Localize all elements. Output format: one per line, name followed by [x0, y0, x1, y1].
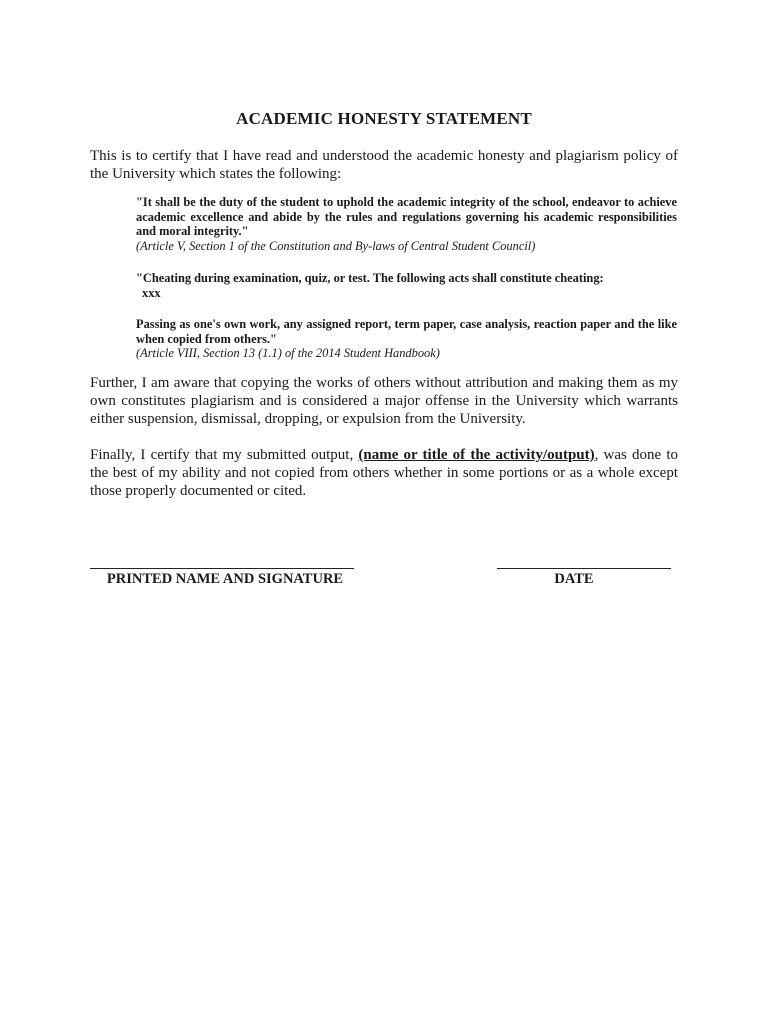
output-name-placeholder: (name or title of the activity/output) — [358, 447, 595, 463]
quote-block-2 — [136, 271, 677, 300]
document-title: ACADEMIC HONESTY STATEMENT — [236, 109, 532, 128]
quote-1-citation: (Article V, Section 1 of the Constitution and By-laws of Central Student Council) — [136, 238, 536, 253]
signature-label: PRINTED NAME AND SIGNATURE — [106, 571, 344, 587]
finally-text-after: , was done to the best of my ability and not copied from others whether in some portions or as a whole except those properly documented or cited. — [90, 447, 678, 499]
quote-2-text: "Cheating during examination, quiz, or test. The following acts shall constitute cheating: — [136, 271, 604, 285]
intro-paragraph: This is to certify that I have read and understood the academic honesty and plagiarism policy of the University which states the following: — [90, 148, 678, 182]
quote-block-3 — [136, 317, 677, 361]
date-line — [497, 568, 671, 569]
finally-paragraph — [90, 446, 678, 500]
quote-2-sub: xxx — [142, 285, 161, 300]
quote-1-text: "It shall be the duty of the student to uphold the academic integrity of the school, endeavor to achieve academic excellence and abide by the rules and regulations governing his academic responsibilities and moral integrity." — [136, 195, 677, 238]
date-label: DATE — [554, 571, 594, 587]
finally-text-before: Finally, I certify that my submitted output, — [90, 447, 359, 463]
quote-block-1 — [136, 195, 677, 253]
quote-3-citation: (Article VIII, Section 13 (1.1) of the 2014 Student Handbook) — [136, 346, 440, 360]
quote-3-text: Passing as one's own work, any assigned report, term paper, case analysis, reaction paper and the like when copied from others." — [136, 317, 677, 346]
signature-line — [90, 568, 354, 569]
further-paragraph: Further, I am aware that copying the works of others without attribution and making them as my own constitutes plagiarism and is considered a major offense in the University which warrants either suspension, dismissal, dropping, or expulsion from the University. — [90, 375, 678, 427]
